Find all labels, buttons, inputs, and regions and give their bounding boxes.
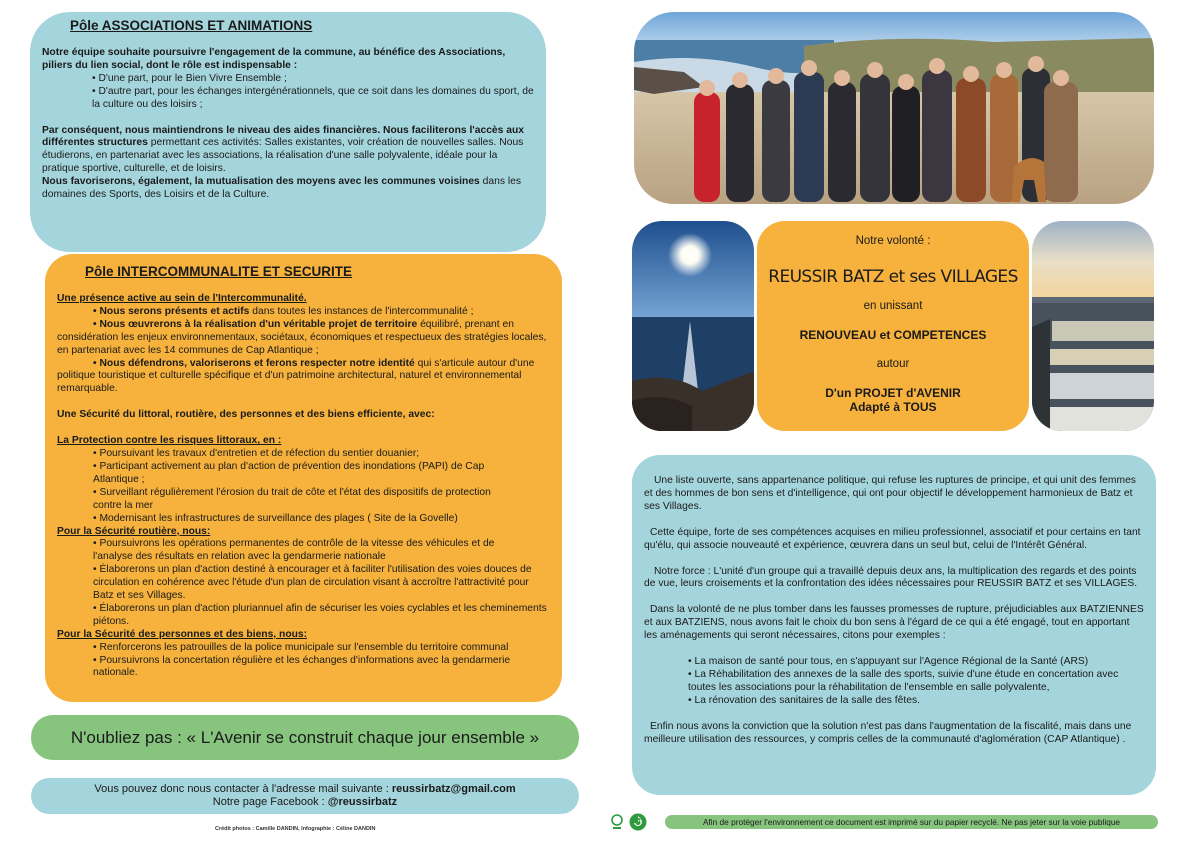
- interco-list-item: • Poursuivrons les opérations permanentes de contrôle de la vitesse des véhicules et de l'analyse des résultats en relation avec la gendarmerie nationale: [93, 538, 495, 563]
- interco-bullet: [57, 306, 550, 319]
- interco-b3-bold: • Nous défendrons, valoriserons et ferons respecter notre identité: [93, 357, 415, 369]
- liste-paragraph: Dans la volonté de ne plus tomber dans les fausses promesses de rupture, préjudiciables aux BATZIENNES et aux BATZIENS, nous avons fait le choix du bon sens à l'égard de ce qui a été engagé, tout en apportant les aménagements qui seront nécessaires, citons pour exemples :: [644, 604, 1144, 642]
- volonte-intro: Notre volonté :: [855, 235, 931, 247]
- interco-heading: Une présence active au sein de l'Intercommunalité.: [57, 293, 307, 304]
- interco-b3-rest: qui s'articule autour d'une politique touristique et culturelle spécifique et d'un patrimoine architectural, naturel et environnemental remarquable.: [57, 357, 535, 395]
- associations-paragraph: [42, 176, 534, 202]
- contact-facebook-link[interactable]: @reussirbatz: [327, 796, 398, 808]
- interco-heading: Pour la Sécurité routière, nous:: [57, 525, 211, 537]
- slogan-text: N'oubliez pas : « L'Avenir se construit chaque jour ensemble »: [70, 728, 540, 747]
- associations-paragraph: [42, 125, 534, 177]
- associations-panel: [30, 12, 546, 252]
- volonte-line-bold: Adapté à TOUS: [849, 400, 937, 414]
- liste-paragraph: Enfin nous avons la conviction que la solution n'est pas dans l'augmentation de la fiscalité, mais dans une meilleure utilisation des ressources, y compris celles de la communauté d'aglomération (CAP Atlantique) .: [644, 720, 1132, 745]
- contact-email-label: Vous pouvez donc nous contacter à l'adresse mail suivante :: [94, 783, 392, 795]
- liste-panel: [632, 455, 1156, 795]
- contact-facebook-line: [31, 796, 579, 809]
- slogan-banner: [31, 715, 579, 760]
- associations-bullet: • D'une part, pour le Bien Vivre Ensemble ;: [92, 72, 287, 84]
- interco-b1-rest: dans toutes les instances de l'intercommunalité ;: [249, 305, 474, 317]
- associations-title: Pôle ASSOCIATIONS ET ANIMATIONS: [70, 18, 313, 33]
- interco-b2-rest: équilibré, prenant en considération les enjeux environnementaux, sociétaux, économiques et respectueux des stratégies locales, en partenariat avec les 14 communes de Cap Atlantique ;: [57, 318, 547, 356]
- interco-heading: Pour la Sécurité des personnes et des biens, nous:: [57, 628, 308, 640]
- salt-marsh-photo: [1032, 221, 1154, 431]
- interco-bullet: [57, 358, 550, 397]
- contact-email-link[interactable]: reussirbatz@gmail.com: [391, 783, 516, 795]
- liste-paragraph: Notre force : L'unité d'un groupe qui a travaillé depuis deux ans, la multiplication des regards et des points de vue, leurs croisements et la confrontation des idées nécessaires pour REUSSIR BATZ et ses VILLAGES.: [644, 565, 1138, 590]
- interco-b1-bold: • Nous serons présents et actifs: [93, 305, 250, 317]
- interco-list-item: • Participant activement au plan d'action de prévention des inondations (PAPI) de Cap Atlantique ;: [93, 460, 485, 485]
- photo-credits: Crédit photos : Camille DANDIN, Infographie : Céline DANDIN: [215, 826, 376, 832]
- volonte-line: en unissant: [863, 300, 923, 312]
- interco-title: Pôle INTERCOMMUNALITE ET SECURITE: [85, 264, 353, 279]
- associations-bullet: • D'autre part, pour les échanges intergénérationnels, que ce soit dans les domaines du sport, de la culture ou des loisirs ;: [92, 85, 534, 110]
- contact-panel: [31, 778, 579, 814]
- associations-intro: Notre équipe souhaite poursuivre l'engagement de la commune, au bénéfice des Associations, piliers du lien social, dont le rôle est indispensable :: [42, 47, 506, 71]
- volonte-line-bold: D'un PROJET d'AVENIR: [825, 386, 961, 400]
- volonte-line-bold: RENOUVEAU et COMPETENCES: [799, 328, 987, 342]
- liste-paragraph: Cette équipe, forte de ses compétences acquises en milieu professionnel, associatif et pour certains en tant qu'élu, qui associe nouveauté et expérience, œuvrera dans un seul but, celui de l'Intérêt Général.: [644, 526, 1141, 551]
- associations-p3-rest: dans les domaines des Sports, des Loisirs et de la Culture.: [42, 176, 521, 201]
- interco-b2-bold: • Nous œuvrerons à la réalisation d'un véritable projet de territoire: [93, 318, 418, 330]
- associations-p2-bold: Par conséquent, nous maintiendrons le niveau des aides financières. Nous faciliterons l'accès aux différentes structures: [42, 124, 524, 149]
- interco-list-item: • Poursuivant les travaux d'entretien et de réfection du sentier douanier;: [93, 448, 420, 460]
- interco-list-item: • Élaborerons un plan d'action destiné à encourager et à faciliter l'utilisation des voies douces de circulation en cohérence avec l'étude d'un plan de circulation visant à accroître l'attractivité pour Batz et ses Villages.: [93, 564, 532, 602]
- interco-secu-title: Une Sécurité du littoral, routière, des personnes et des biens efficiente, avec:: [57, 409, 435, 421]
- recycled-paper-icon: [629, 813, 647, 831]
- recycle-logo-icon: [610, 814, 624, 830]
- liste-bullet: • La Réhabilitation des annexes de la salle des sports, suivie d'une étude en concertation avec toutes les associations pour la réhabilitation de l'ensemble en salle polyvalente,: [688, 668, 1119, 693]
- footer-note-banner: [665, 815, 1158, 829]
- liste-bullet: • La rénovation des sanitaires de la salle des fêtes.: [688, 694, 920, 706]
- contact-facebook-label: Notre page Facebook :: [212, 796, 328, 808]
- interco-bullet: [57, 319, 550, 358]
- sun-sea-photo: [632, 221, 754, 431]
- volonte-headline: REUSSIR BATZ et ses VILLAGES: [768, 267, 1018, 287]
- interco-list-item: • Surveillant régulièrement l'érosion du trait de côte et l'état des dispositifs de protection contre la mer: [93, 486, 491, 511]
- associations-p3-bold: Nous favoriserons, également, la mutualisation des moyens avec les communes voisines: [42, 176, 480, 188]
- volonte-line: autour: [876, 358, 910, 370]
- volonte-panel: [757, 221, 1029, 431]
- interco-list-item: • Élaborerons un plan d'action pluriannuel afin de sécuriser les voies cyclables et les cheminements piétons.: [93, 602, 547, 627]
- interco-panel: [45, 254, 562, 702]
- interco-heading: La Protection contre les risques littoraux, en :: [57, 435, 282, 447]
- liste-bullet: • La maison de santé pour tous, en s'appuyant sur l'Agence Régional de la Santé (ARS): [688, 656, 1089, 668]
- group-photo: [634, 12, 1154, 204]
- liste-paragraph: Une liste ouverte, sans appartenance politique, qui refuse les ruptures de principe, et qui unit des femmes et des hommes de bon sens et d'intelligence, qui ont pour objectif le développement harmonieux de Batz et ses Villages.: [644, 475, 1136, 512]
- associations-p2-rest: permettant ces activités: Salles existantes, voir création de nouvelles salles. Nous étudierons, en partenariat avec les associations, la réalisation d'une salle polyvalente, idéale pour la pratique sportive, culturelle, et de loisirs.: [42, 137, 524, 175]
- interco-list-item: • Poursuivrons la concertation régulière et les échanges d'informations avec la gendarmerie nationale.: [93, 654, 511, 679]
- footer-note: Afin de protéger l'environnement ce document est imprimé sur du papier recyclé. Ne pas jeter sur la voie publique: [702, 817, 1121, 827]
- interco-list-item: • Modernisant les infrastructures de surveillance des plages ( Site de la Govelle): [93, 512, 458, 524]
- interco-list-item: • Renforcerons les patrouilles de la police municipale sur l'ensemble du territoire communal: [93, 641, 509, 653]
- contact-email-line: [31, 783, 579, 796]
